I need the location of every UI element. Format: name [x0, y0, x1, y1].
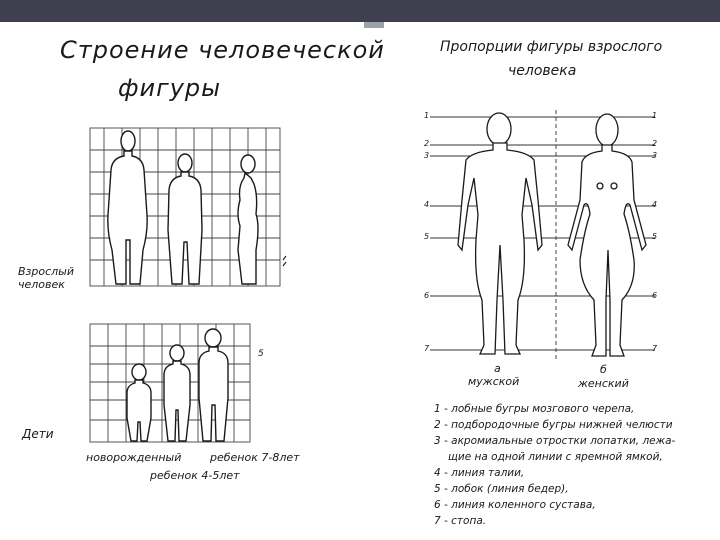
children-side-mark: 5 [258, 349, 264, 359]
adult-front-small-figure [168, 154, 202, 284]
left-title-line1: Строение человеческой [60, 36, 385, 64]
level-mark-3-right: 3 [652, 151, 658, 160]
children-label: Дети [22, 427, 54, 441]
male-letter: а [494, 362, 501, 375]
legend-line-6: 5 - лобок (линия бедер), [434, 483, 569, 495]
level-mark-6-left: 6 [424, 291, 430, 300]
level-mark-6-right: 6 [652, 291, 658, 300]
level-mark-1-right: 1 [652, 111, 658, 120]
newborn-label: новорожденный [86, 451, 182, 464]
level-mark-2-right: 2 [652, 139, 658, 148]
adult-label-line1: Взрослый [18, 265, 75, 278]
legend-line-8: 7 - стопа. [434, 515, 487, 527]
legend-line-2: 2 - подбородочные бугры нижней челюсти [434, 419, 673, 431]
female-label: женский [578, 377, 629, 390]
female-letter: б [600, 363, 607, 376]
child-7-8-label: ребенок 7-8лет [210, 451, 300, 464]
legend-line-5: 4 - линия талии, [434, 467, 525, 479]
level-mark-2-left: 2 [424, 139, 430, 148]
adult-label-line2: человек [18, 278, 65, 291]
legend-line-1: 1 - лобные бугры мозгового черепа, [434, 403, 635, 415]
newborn-figure [127, 364, 151, 441]
legend-line-3: 3 - акромиальные отростки лопатки, лежа- [434, 435, 676, 447]
right-title-line2: человека [508, 63, 577, 79]
level-mark-5-left: 5 [424, 232, 430, 241]
level-mark-3-left: 3 [424, 151, 430, 160]
male-figure [458, 113, 542, 354]
adult-front-figure [108, 131, 147, 284]
level-mark-7-left: 7 [424, 344, 430, 353]
level-mark-4-right: 4 [652, 200, 658, 209]
female-figure [568, 114, 646, 356]
level-mark-5-right: 5 [652, 232, 658, 241]
legend-line-7: 6 - линия коленного сустава, [434, 499, 596, 511]
child-4-5-figure [164, 345, 190, 441]
level-mark-1-left: 1 [424, 111, 430, 120]
level-mark-4-left: 4 [424, 200, 430, 209]
level-mark-7-right: 7 [652, 344, 658, 353]
child-4-5-label: ребенок 4-5лет [150, 469, 240, 482]
left-title-line2: фигуры [118, 74, 222, 102]
right-title-line1: Пропорции фигуры взрослого [440, 39, 663, 55]
male-label: мужской [468, 375, 520, 388]
legend-line-4: щие на одной линии с яремной ямкой, [448, 451, 663, 463]
